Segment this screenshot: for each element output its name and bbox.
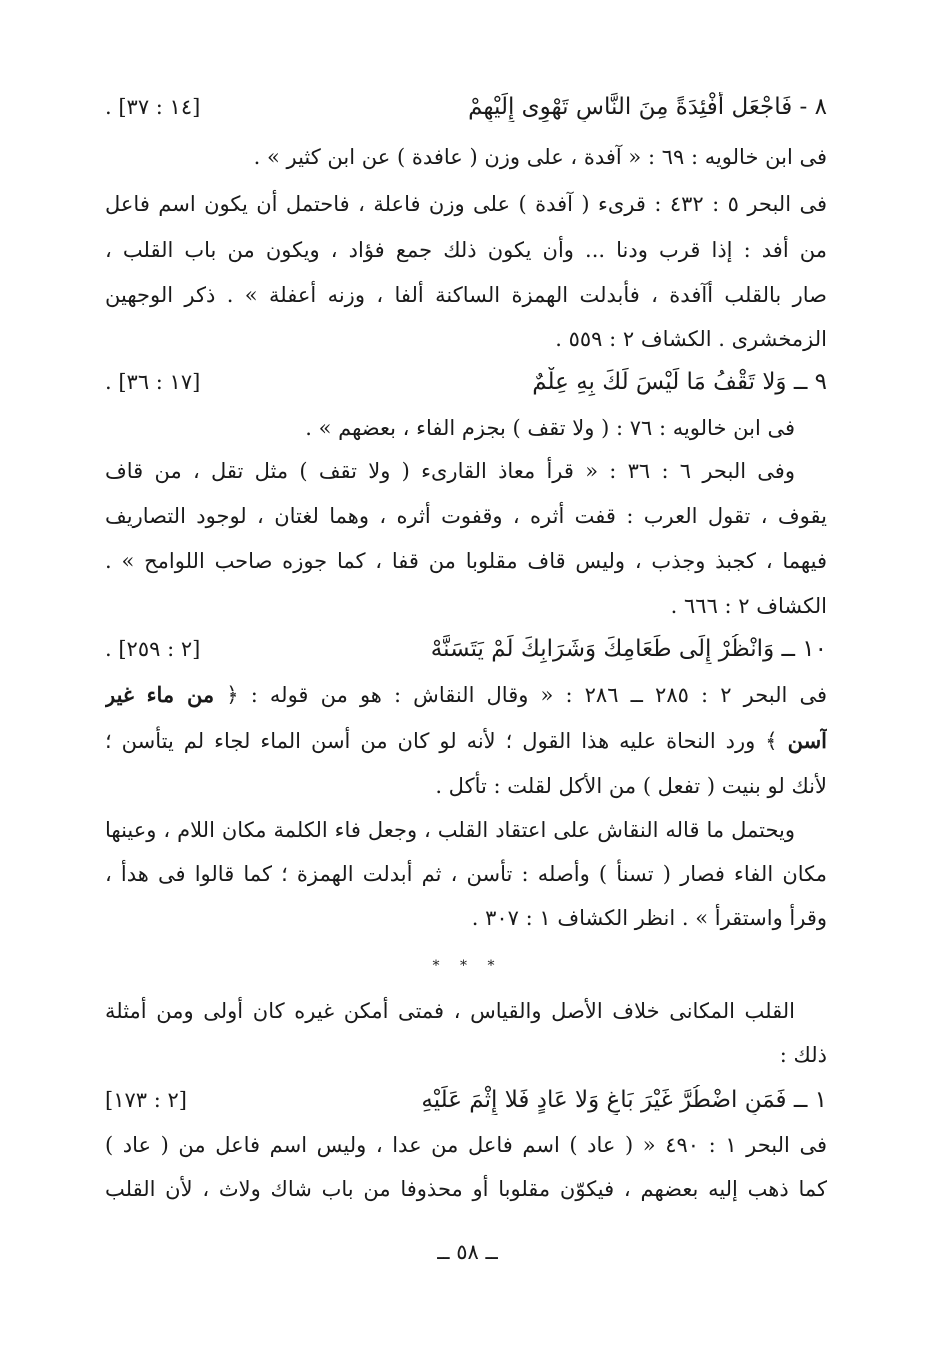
verse-text: ٨ - فَاجْعَل أَفْئِدَةً مِنَ النَّاسِ تَهْوِى إِلَيْهِمْ: [468, 94, 827, 120]
verse-text: ١ ــ فَمَنِ اضْطُرَّ غَيْرَ بَاغٍ وَلا عَادٍ فَلا إِثْمَ عَلَيْهِ: [421, 1087, 827, 1113]
paragraph-line: فى البحر ١ : ٤٩٠ « ( عاد ) اسم فاعل من عدا ، وليس اسم فاعل من ( عاد ): [105, 1133, 827, 1157]
paragraph-line: من أفد : إذا قرب ودنا ... وأن يكون ذلك جمع فؤاد ، ويكون من باب القلب ،: [105, 238, 827, 262]
verse-reference: [١٤ : ٣٧] .: [105, 95, 201, 119]
paragraph-line: ويحتمل ما قاله النقاش على اعتقاد القلب ، وجعل فاء الكلمة مكان اللام ، وعينها: [105, 818, 795, 842]
paragraph-line: فى البحر ٥ : ٤٣٢ : قرىء ( آفدة ) على وزن فاعلة ، فاحتمل أن يكون اسم فاعل: [105, 192, 827, 216]
verse-reference: [٢ : ١٧٣]: [105, 1088, 187, 1112]
section-separator: * * *: [432, 958, 503, 974]
verse-line-section-1: [105, 1085, 827, 1115]
paragraph-line: مكان الفاء فصار ( تسنأ ) وأصله : تأسن ، ثم أبدلت الهمزة ؛ كما قالوا فى هدأ ،: [105, 862, 827, 886]
verse-text: ٩ ــ وَلا تَقْفُ مَا لَيْسَ لَكَ بِهِ عِلْمٌ: [532, 369, 827, 395]
paragraph-line: [105, 680, 827, 710]
verse-reference: [٢ : ٢٥٩] .: [105, 637, 201, 661]
paragraph-text: فى البحر ٢ : ٢٨٥ ــ ٢٨٦ : « وقال النقاش : هو من قوله : ﴿: [214, 683, 827, 707]
paragraph-line: الزمخشرى . الكشاف ٢ : ٥٥٩ .: [555, 327, 827, 351]
verse-reference: [١٧ : ٣٦] .: [105, 370, 201, 394]
paragraph-line: فى ابن خالويه : ٧٦ : ( ولا تقف ) بجزم الفاء ، بعضهم » .: [305, 416, 795, 440]
quran-quote-bold: آسن: [787, 728, 827, 753]
paragraph-line: وقرأ واستقرأ » . انظر الكشاف ١ : ٣٠٧ .: [471, 906, 827, 930]
verse-line-10: [105, 634, 827, 664]
paragraph-text: ﴾ ورد النحاة عليه هذا القول ؛ لأنه لو كان من أسن الماء لجاء لم يتأسن ؛: [105, 729, 788, 753]
paragraph-line: كما ذهب إليه بعضهم ، فيكوّن مقلوبا أو محذوفا من باب شاك ولاث ، لأن القلب: [105, 1177, 827, 1201]
paragraph-line: فى ابن خالويه : ٦٩ : « آفدة ، على وزن ( عافدة ) عن ابن كثير » .: [253, 145, 827, 169]
paragraph-line: ذلك :: [779, 1043, 827, 1067]
page-number: ــ ٥٨ ــ: [437, 1240, 498, 1264]
paragraph-line: لأنك لو بنيت ( تفعل ) من الأكل لقلت : تأكل .: [435, 774, 827, 798]
paragraph-line: الكشاف ٢ : ٦٦٦ .: [670, 594, 827, 618]
verse-line-9: [105, 367, 827, 397]
paragraph-line: فيهما ، كجبذ وجذب ، وليس قاف مقلوبا من قفا ، كما جوزه صاحب اللوامح » .: [105, 549, 827, 573]
quran-quote-bold: من ماء غير: [105, 682, 215, 707]
paragraph-line: [105, 726, 827, 756]
paragraph-line: وفى البحر ٦ : ٣٦ : « قرأ معاذ القارىء ( ولا تقف ) مثل تقل ، من قاف: [105, 459, 795, 483]
verse-text: ١٠ ــ وَانْظُرْ إِلَى طَعَامِكَ وَشَرَابِكَ لَمْ يَتَسَنَّهْ: [430, 636, 827, 662]
paragraph-line: صار بالقلب أآفدة ، فأبدلت الهمزة الساكنة ألفا ، وزنه أعفلة » . ذكر الوجهين: [105, 283, 827, 307]
verse-line-8: [105, 92, 827, 122]
paragraph-line: يقوف ، تقول العرب : قفت أثره ، وقفوت أثره ، وهما لغتان ، لوجود التصاريف: [105, 504, 827, 528]
paragraph-line: القلب المكانى خلاف الأصل والقياس ، فمتى أمكن غيره كان أولى ومن أمثلة: [105, 999, 795, 1023]
